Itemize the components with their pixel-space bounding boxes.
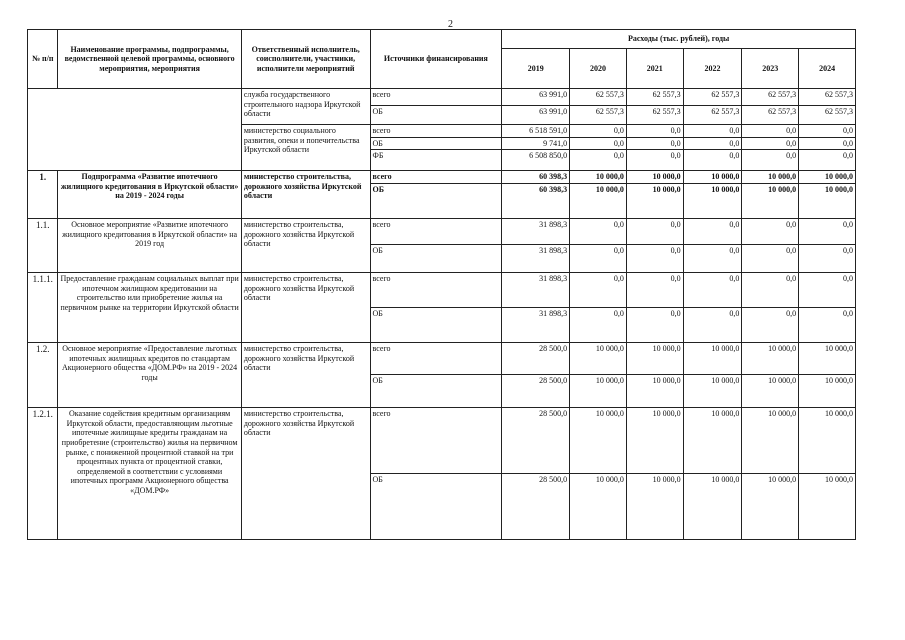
program-name: Оказание содействия кредитным организациям Иркутской области, предоставляющим льготные ипотечные жилищные кредиты гражданам на приобретение (строительство) жилья на первичном рынке, с пониженной процентной ставкой на три процентных пункта от процентной ставки, определяемой в соответствии с условиями ипотечных программ Акционерного общества «ДОМ.РФ» — [58, 408, 241, 540]
header-year: 2021 — [626, 49, 683, 89]
executor-cell: министерство строительства, дорожного хозяйства Иркутской области — [241, 343, 370, 408]
value-cell: 6 518 591,0 — [502, 125, 570, 138]
value-cell: 0,0 — [742, 137, 799, 150]
value-cell: 0,0 — [683, 125, 742, 138]
row-number: 1.1.1. — [28, 273, 58, 343]
header-num: № п/п — [28, 30, 58, 89]
value-cell: 28 500,0 — [502, 375, 570, 408]
source-cell: всего — [370, 171, 502, 184]
value-cell: 60 398,3 — [502, 171, 570, 184]
value-cell: 10 000,0 — [799, 184, 856, 219]
source-cell: ОБ — [370, 375, 502, 408]
value-cell: 0,0 — [799, 137, 856, 150]
value-cell: 0,0 — [570, 308, 627, 343]
program-name: Основное мероприятие «Предоставление льготных ипотечных жилищных кредитов по стандартам Акционерного общества «ДОМ.РФ» на 2019 - 2024 годы — [58, 343, 241, 408]
value-cell: 0,0 — [570, 150, 627, 171]
row-number: 1. — [28, 171, 58, 219]
table-row — [28, 171, 856, 184]
value-cell: 0,0 — [683, 137, 742, 150]
source-cell: всего — [370, 343, 502, 375]
value-cell: 10 000,0 — [570, 375, 627, 408]
executor-cell: министерство социального развития, опеки и попечительства Иркутской области — [241, 125, 370, 171]
row-number: 1.1. — [28, 219, 58, 273]
table-row — [28, 219, 856, 245]
value-cell: 63 991,0 — [502, 89, 570, 106]
value-cell: 10 000,0 — [683, 408, 742, 474]
header-name: Наименование программы, подпрограммы, ведомственной целевой программы, основного мероприятия, мероприятия — [58, 30, 241, 89]
table-row — [28, 89, 856, 106]
value-cell: 10 000,0 — [683, 343, 742, 375]
value-cell: 10 000,0 — [570, 408, 627, 474]
value-cell: 10 000,0 — [570, 343, 627, 375]
value-cell: 62 557,3 — [570, 89, 627, 106]
value-cell: 0,0 — [570, 245, 627, 273]
source-cell: ОБ — [370, 137, 502, 150]
executor-cell: служба государственного строительного надзора Иркутской области — [241, 89, 370, 125]
value-cell: 10 000,0 — [799, 171, 856, 184]
table-row — [28, 273, 856, 308]
value-cell: 0,0 — [626, 273, 683, 308]
value-cell: 10 000,0 — [742, 171, 799, 184]
value-cell: 0,0 — [799, 125, 856, 138]
header-year: 2022 — [683, 49, 742, 89]
empty-cell — [28, 89, 242, 171]
value-cell: 0,0 — [799, 219, 856, 245]
value-cell: 0,0 — [626, 137, 683, 150]
header-year: 2023 — [742, 49, 799, 89]
value-cell: 10 000,0 — [626, 408, 683, 474]
value-cell: 0,0 — [683, 219, 742, 245]
source-cell: ОБ — [370, 184, 502, 219]
value-cell: 0,0 — [570, 219, 627, 245]
source-cell: ФБ — [370, 150, 502, 171]
value-cell: 0,0 — [799, 308, 856, 343]
value-cell: 28 500,0 — [502, 474, 570, 540]
source-cell: ОБ — [370, 474, 502, 540]
value-cell: 0,0 — [683, 273, 742, 308]
value-cell: 63 991,0 — [502, 106, 570, 125]
program-name: Предоставление гражданам социальных выплат при ипотечном жилищном кредитовании на строительство или приобретение жилья на первичном рынке на территории Иркутской области — [58, 273, 241, 343]
header-executor: Ответственный исполнитель, соисполнители, участники, исполнители мероприятий — [241, 30, 370, 89]
value-cell: 62 557,3 — [799, 89, 856, 106]
value-cell: 10 000,0 — [570, 171, 627, 184]
value-cell: 0,0 — [742, 245, 799, 273]
value-cell: 62 557,3 — [742, 106, 799, 125]
row-number: 1.2.1. — [28, 408, 58, 540]
value-cell: 0,0 — [570, 125, 627, 138]
header-year: 2019 — [502, 49, 570, 89]
header-source: Источники финансирования — [370, 30, 502, 89]
value-cell: 10 000,0 — [626, 184, 683, 219]
source-cell: всего — [370, 125, 502, 138]
executor-cell: министерство строительства, дорожного хозяйства Иркутской области — [241, 219, 370, 273]
source-cell: всего — [370, 89, 502, 106]
value-cell: 0,0 — [742, 150, 799, 171]
value-cell: 10 000,0 — [742, 474, 799, 540]
value-cell: 10 000,0 — [799, 343, 856, 375]
source-cell: всего — [370, 219, 502, 245]
budget-table — [27, 29, 856, 540]
program-name: Подпрограмма «Развитие ипотечного жилищного кредитования в Иркутской области» на 2019 - 2024 годы — [58, 171, 241, 219]
value-cell: 10 000,0 — [626, 343, 683, 375]
value-cell: 0,0 — [742, 125, 799, 138]
value-cell: 10 000,0 — [683, 184, 742, 219]
value-cell: 10 000,0 — [683, 171, 742, 184]
value-cell: 62 557,3 — [626, 106, 683, 125]
header-year: 2024 — [799, 49, 856, 89]
value-cell: 10 000,0 — [742, 184, 799, 219]
value-cell: 10 000,0 — [799, 408, 856, 474]
value-cell: 0,0 — [742, 308, 799, 343]
value-cell: 10 000,0 — [683, 474, 742, 540]
value-cell: 0,0 — [626, 219, 683, 245]
value-cell: 0,0 — [570, 273, 627, 308]
row-number: 1.2. — [28, 343, 58, 408]
value-cell: 0,0 — [683, 245, 742, 273]
page-number: 2 — [448, 19, 453, 30]
source-cell: ОБ — [370, 308, 502, 343]
table-row — [28, 343, 856, 375]
executor-cell: министерство строительства, дорожного хозяйства Иркутской области — [241, 408, 370, 540]
value-cell: 28 500,0 — [502, 343, 570, 375]
value-cell: 0,0 — [626, 125, 683, 138]
value-cell: 10 000,0 — [799, 375, 856, 408]
value-cell: 10 000,0 — [742, 408, 799, 474]
value-cell: 10 000,0 — [626, 171, 683, 184]
value-cell: 10 000,0 — [626, 474, 683, 540]
value-cell: 6 508 850,0 — [502, 150, 570, 171]
value-cell: 31 898,3 — [502, 245, 570, 273]
value-cell: 62 557,3 — [683, 89, 742, 106]
value-cell: 0,0 — [799, 273, 856, 308]
source-cell: всего — [370, 273, 502, 308]
value-cell: 62 557,3 — [570, 106, 627, 125]
value-cell: 9 741,0 — [502, 137, 570, 150]
value-cell: 62 557,3 — [683, 106, 742, 125]
value-cell: 62 557,3 — [626, 89, 683, 106]
executor-cell: министерство строительства, дорожного хозяйства Иркутской области — [241, 273, 370, 343]
value-cell: 28 500,0 — [502, 408, 570, 474]
source-cell: ОБ — [370, 245, 502, 273]
value-cell: 31 898,3 — [502, 308, 570, 343]
value-cell: 10 000,0 — [570, 184, 627, 219]
value-cell: 0,0 — [742, 219, 799, 245]
executor-cell: министерство строительства, дорожного хозяйства Иркутской области — [241, 171, 370, 219]
header-year: 2020 — [570, 49, 627, 89]
value-cell: 60 398,3 — [502, 184, 570, 219]
value-cell: 31 898,3 — [502, 273, 570, 308]
value-cell: 0,0 — [799, 150, 856, 171]
value-cell: 0,0 — [570, 137, 627, 150]
value-cell: 31 898,3 — [502, 219, 570, 245]
value-cell: 0,0 — [742, 273, 799, 308]
value-cell: 0,0 — [683, 308, 742, 343]
value-cell: 62 557,3 — [799, 106, 856, 125]
value-cell: 0,0 — [683, 150, 742, 171]
value-cell: 0,0 — [799, 245, 856, 273]
table-row — [28, 408, 856, 474]
value-cell: 10 000,0 — [742, 375, 799, 408]
value-cell: 0,0 — [626, 245, 683, 273]
source-cell: ОБ — [370, 106, 502, 125]
value-cell: 0,0 — [626, 308, 683, 343]
value-cell: 0,0 — [626, 150, 683, 171]
value-cell: 10 000,0 — [570, 474, 627, 540]
header-expenses: Расходы (тыс. рублей), годы — [502, 30, 856, 49]
program-name: Основное мероприятие «Развитие ипотечного жилищного кредитования в Иркутской области» на 2019 год — [58, 219, 241, 273]
value-cell: 10 000,0 — [799, 474, 856, 540]
value-cell: 10 000,0 — [626, 375, 683, 408]
source-cell: всего — [370, 408, 502, 474]
value-cell: 10 000,0 — [683, 375, 742, 408]
value-cell: 62 557,3 — [742, 89, 799, 106]
value-cell: 10 000,0 — [742, 343, 799, 375]
